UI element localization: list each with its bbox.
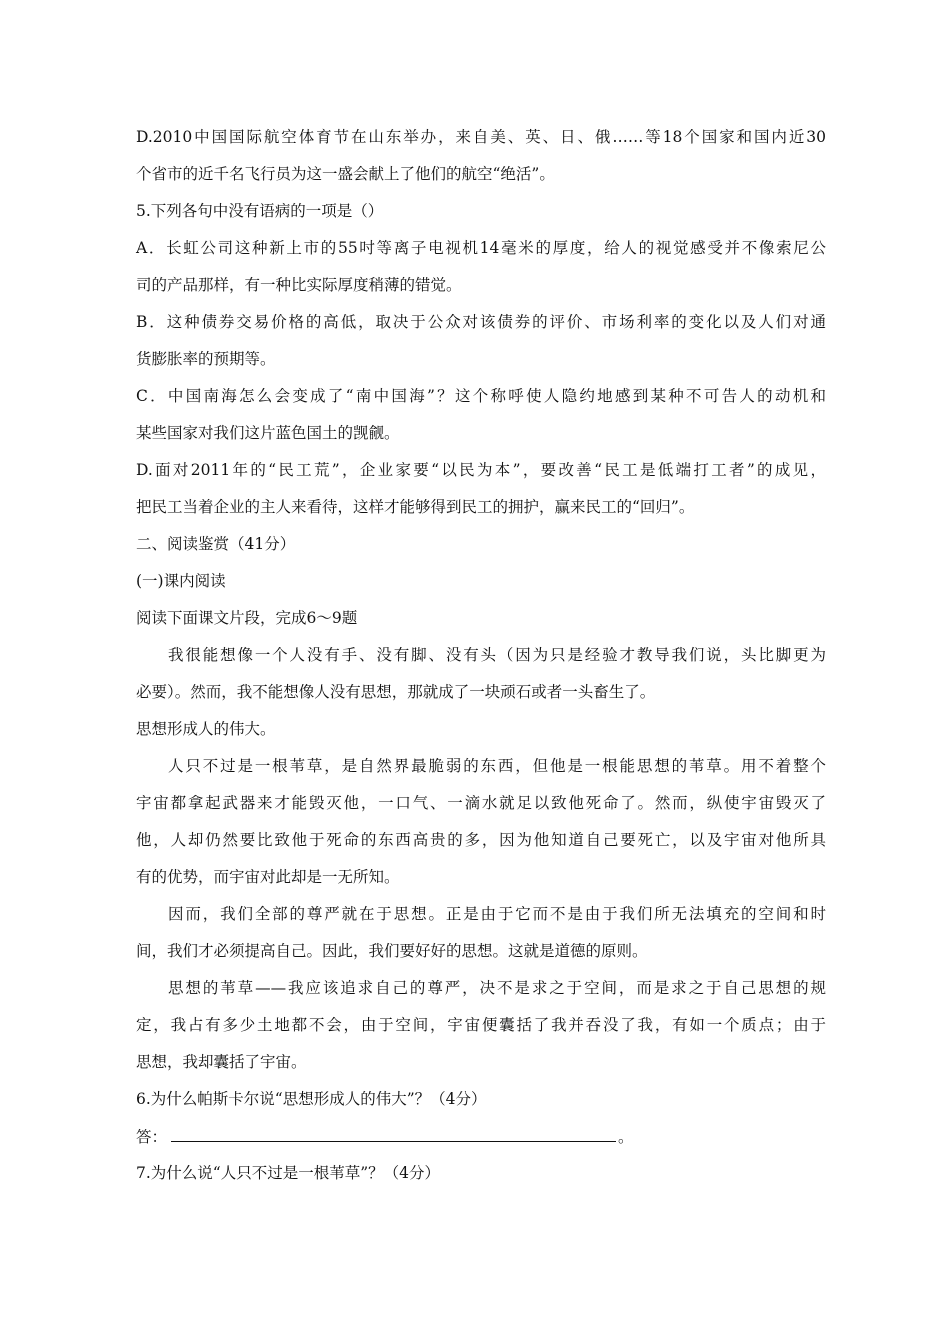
option-d-line2: 把民工当着企业的主人来看待，这样才能够得到民工的拥护，赢来民工的“回归”。 [136, 498, 695, 516]
option-c-line2: 某些国家对我们这片蓝色国土的觊觎。 [136, 424, 400, 442]
question-6: 6.为什么帕斯卡尔说“思想形成人的伟大”？（4分） [136, 1090, 487, 1108]
option-a-line2: 司的产品那样，有一种比实际厚度稍薄的错觉。 [136, 276, 462, 294]
question-7: 7.为什么说“人只不过是一根苇草”？（4分） [136, 1164, 440, 1182]
option-b-line2: 货膨胀率的预期等。 [136, 350, 276, 368]
option-c-line1: C．中国南海怎么会变成了“南中国海”？这个称呼使人隐约地感到某种不可告人的动机和 [136, 387, 826, 405]
option-b-line1: B．这种债券交易价格的高低，取决于公众对该债券的评价、市场利率的变化以及人们对通 [136, 313, 826, 331]
option-d-line1: D.面对2011年的“民工荒”，企业家要“以民为本”，要改善“民工是低端打工者”的成见， [136, 461, 826, 479]
document-body [136, 122, 826, 1195]
section-heading-reading: 二、阅读鉴赏（41分） [136, 535, 296, 553]
passage-p5-line1: 思想的苇草——我应该追求自己的尊严，决不是求之于空间，而是求之于自己思想的规 [168, 979, 826, 997]
answer-line-q6 [136, 1121, 826, 1158]
answer-suffix: 。 [618, 1128, 634, 1146]
passage-p3-line4: 有的优势，而宇宙对此却是一无所知。 [136, 868, 400, 886]
answer-blank[interactable] [171, 1121, 616, 1142]
option-d-q4-line2: 个省市的近千名飞行员为这一盛会献上了他们的航空“绝活”。 [136, 165, 555, 183]
subsection-heading: (一)课内阅读 [136, 572, 226, 590]
passage-p3-line3: 他，人却仍然要比致他于死命的东西高贵的多，因为他知道自己要死亡，以及宇宙对他所具 [136, 831, 826, 849]
option-a-line1: A．长虹公司这种新上市的55吋等离子电视机14毫米的厚度，给人的视觉感受并不像索尼公 [136, 239, 826, 257]
passage-p3-line2: 宇宙都拿起武器来才能毁灭他，一口气、一滴水就足以致他死命了。然而，纵使宇宙毁灭了 [136, 794, 826, 812]
passage-p3-line1: 人只不过是一根苇草，是自然界最脆弱的东西，但他是一根能思想的苇草。用不着整个 [168, 757, 826, 775]
option-d-q4-line1: D.2010中国国际航空体育节在山东举办，来自美、英、日、俄……等18个国家和国内近30 [136, 128, 826, 146]
passage-p2: 思想形成人的伟大。 [136, 720, 276, 738]
answer-prefix: 答： [136, 1128, 168, 1146]
passage-p5-line2: 定，我占有多少土地都不会，由于空间，宇宙便囊括了我并吞没了我，有如一个质点；由于 [136, 1016, 826, 1034]
passage-p1-line2: 必要）。然而，我不能想像人没有思想，那就成了一块顽石或者一头畜生了。 [136, 683, 656, 701]
reading-instruction: 阅读下面课文片段，完成6～9题 [136, 609, 358, 627]
passage-p5-line3: 思想，我却囊括了宇宙。 [136, 1053, 307, 1071]
passage-p4-line1: 因而，我们全部的尊严就在于思想。正是由于它而不是由于我们所无法填充的空间和时 [168, 905, 826, 923]
question-5-stem: 5.下列各句中没有语病的一项是（） [136, 202, 384, 220]
passage-p1-line1: 我很能想像一个人没有手、没有脚、没有头（因为只是经验才教导我们说，头比脚更为 [168, 646, 826, 664]
passage-p4-line2: 间，我们才必须提高自己。因此，我们要好好的思想。这就是道德的原则。 [136, 942, 648, 960]
